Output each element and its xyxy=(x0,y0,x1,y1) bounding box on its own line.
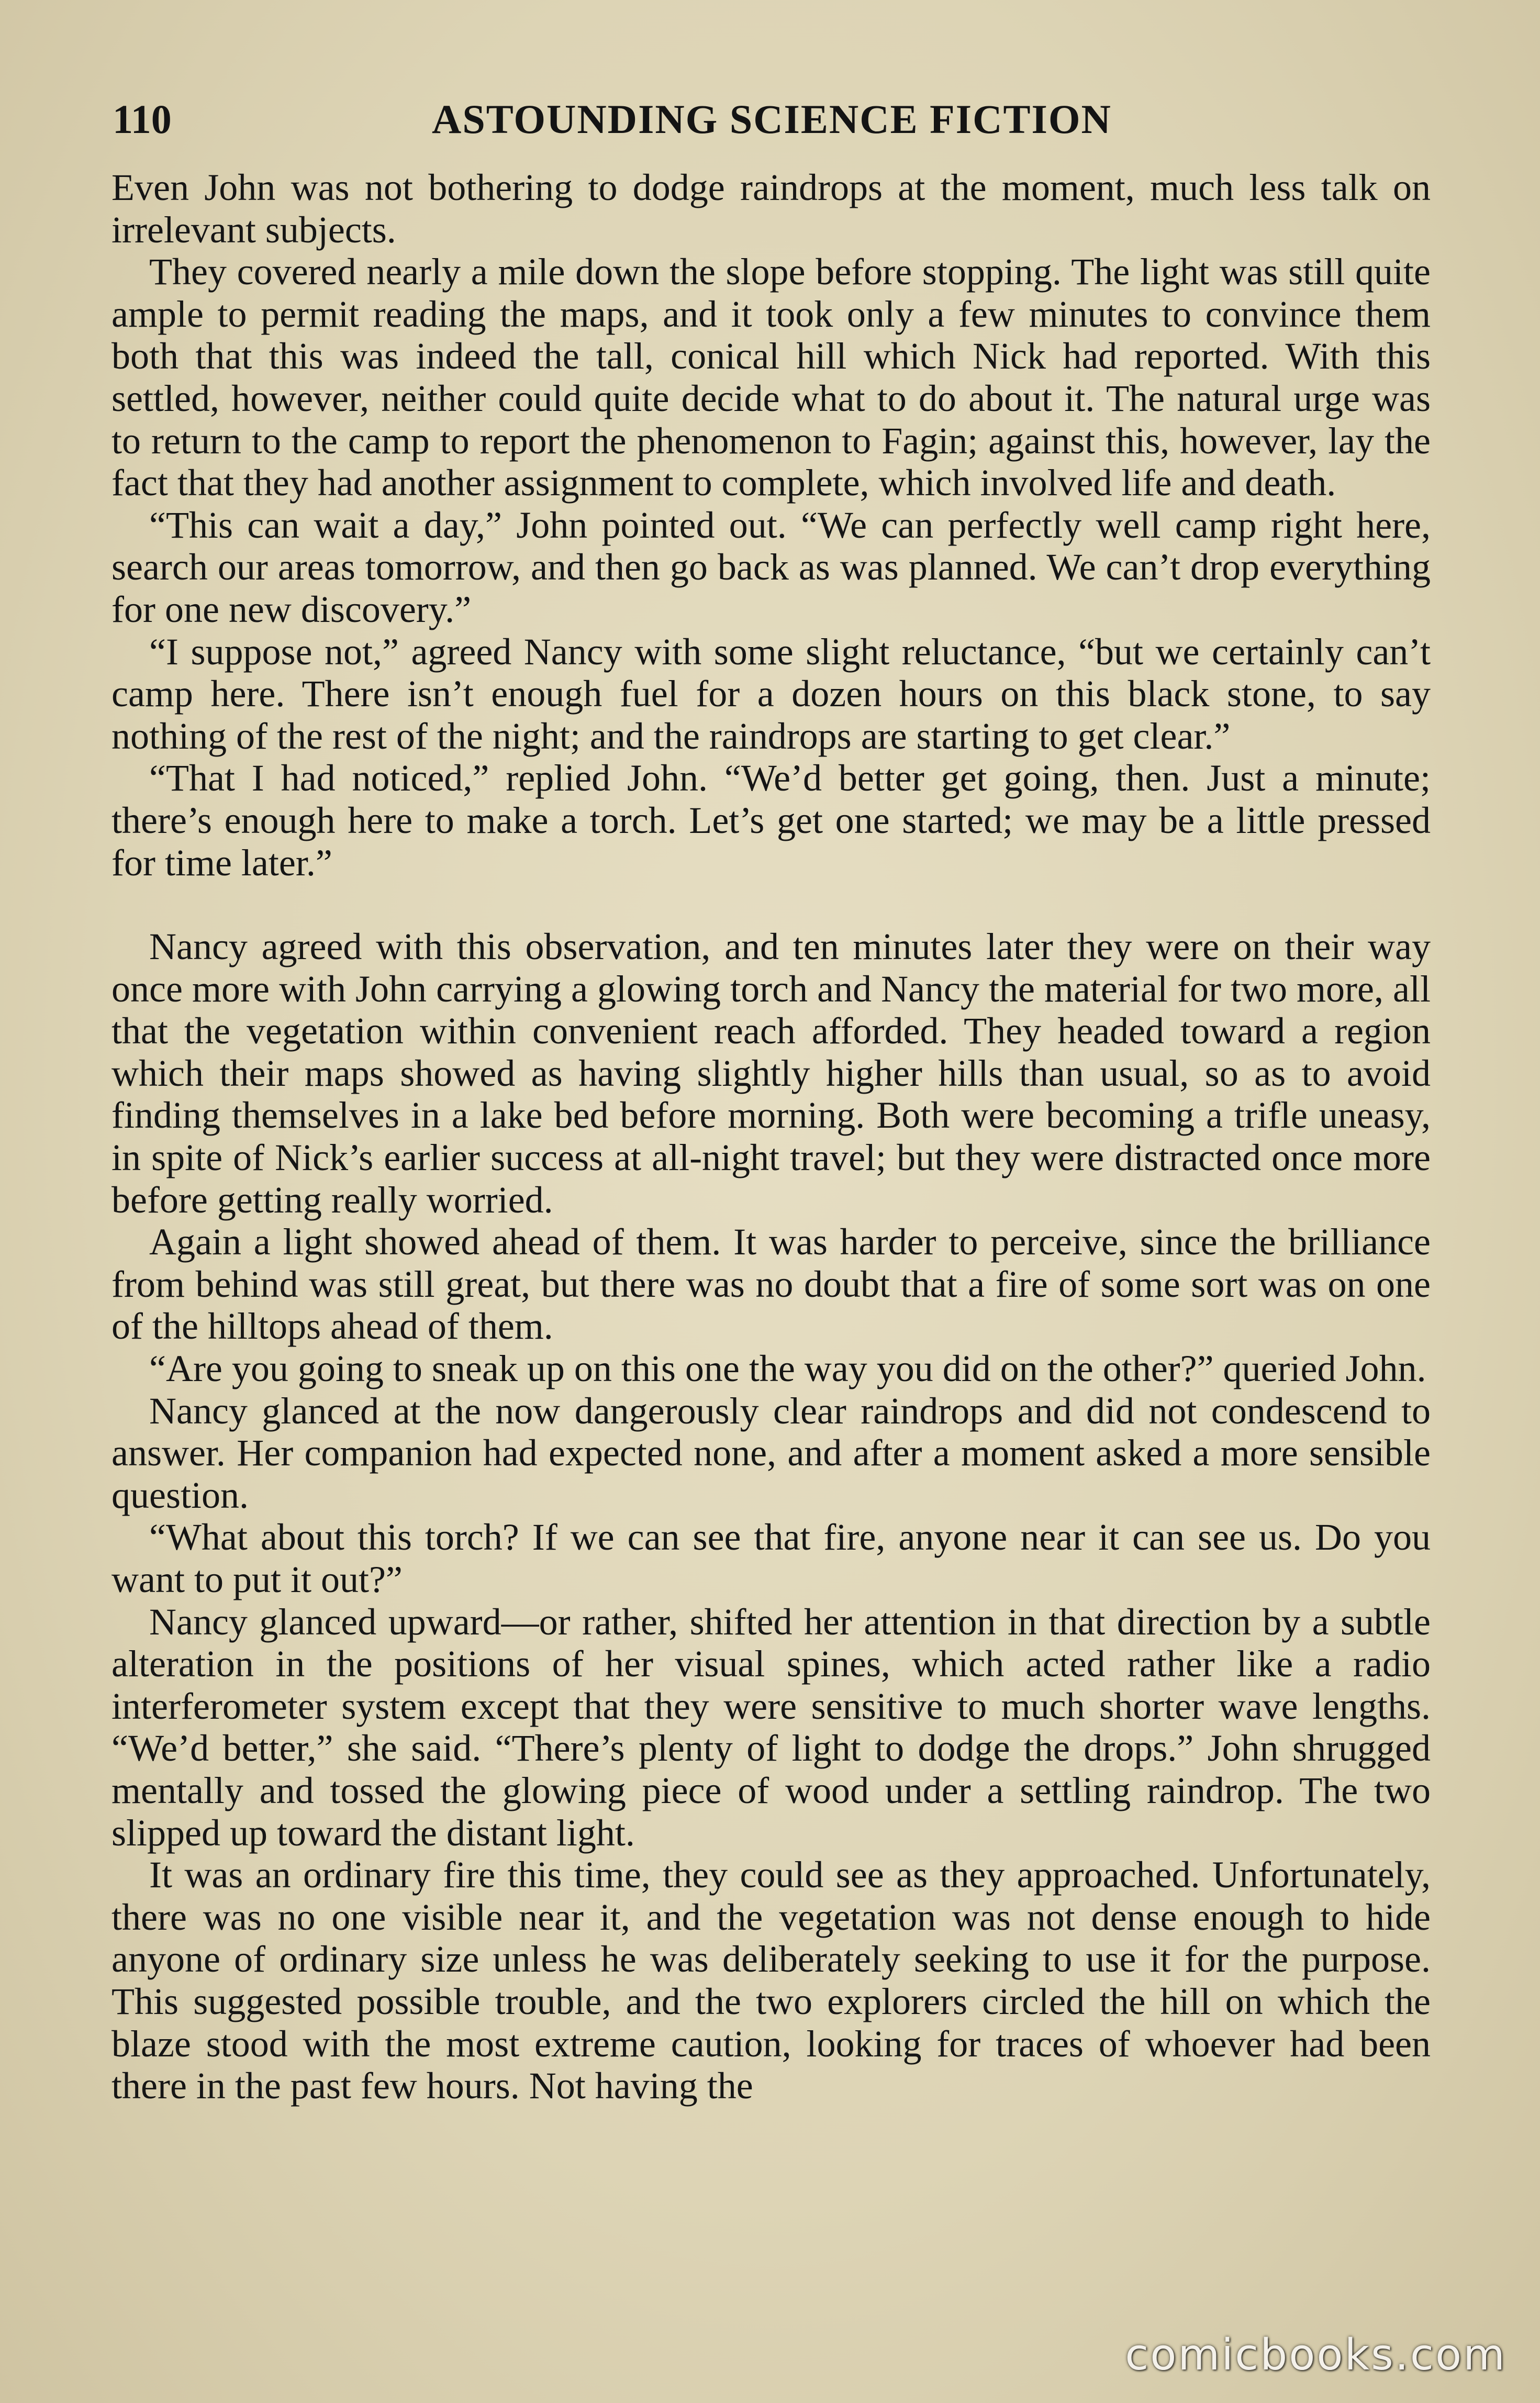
paragraph: “That I had noticed,” replied John. “We’d better get going, then. Just a minute; there’s enough here to make a torch. Let’s get one started; we may be a little pressed for time later.” xyxy=(111,757,1431,884)
story-text xyxy=(111,166,1431,2107)
paragraph: Again a light showed ahead of them. It was harder to perceive, since the brilliance from behind was still great, but there was no doubt that a fire of some sort was on one of the hilltops ahead of them. xyxy=(111,1221,1431,1348)
paragraph: “What about this torch? If we can see that fire, anyone near it can see us. Do you want to put it out?” xyxy=(111,1516,1431,1600)
site-watermark: comicbooks.com xyxy=(1125,2330,1506,2380)
paragraph: Even John was not bothering to dodge raindrops at the moment, much less talk on irrelevant subjects. xyxy=(111,166,1431,251)
paragraph: Nancy glanced upward—or rather, shifted her attention in that direction by a subtle alteration in the positions of her visual spines, which acted rather like a radio interferometer system except that they were sensitive to much shorter wave lengths. “We’d better,” she said. “There’s plenty of light to dodge the drops.” John shrugged mentally and tossed the glowing piece of wood under a settling raindrop. The two slipped up toward the distant light. xyxy=(111,1600,1431,1854)
paragraph: Nancy glanced at the now dangerously clear raindrops and did not condescend to answer. Her companion had expected none, and after a moment asked a more sensible question. xyxy=(111,1389,1431,1516)
page-number: 110 xyxy=(113,96,172,142)
paragraph: Nancy agreed with this observation, and ten minutes later they were on their way once more with John carrying a glowing torch and Nancy the material for two more, all that the vegetation within convenient reach afforded. They headed toward a region which their maps showed as having slightly higher hills than usual, so as to avoid finding themselves in a lake bed before morning. Both were becoming a trifle uneasy, in spite of Nick’s earlier success at all-night travel; but they were distracted once more before getting really worried. xyxy=(111,926,1431,1221)
paragraph: “I suppose not,” agreed Nancy with some slight reluctance, “but we certainly can’t camp here. There isn’t enough fuel for a dozen hours on this black stone, to say nothing of the rest of the night; and the raindrops are starting to get clear.” xyxy=(111,630,1431,757)
paragraph: It was an ordinary fire this time, they could see as they approached. Unfortunately, there was no one visible near it, and the vegetation was not dense enough to hide anyone of ordinary size unless he was deliberately seeking to use it for the purpose. This suggested possible trouble, and the two explorers circled the hill on which the blaze stood with the most extreme caution, looking for traces of whoever had been there in the past few hours. Not having the xyxy=(111,1854,1431,2107)
paragraph: “This can wait a day,” John pointed out. “We can perfectly well camp right here, search our areas tomorrow, and then go back as was planned. We can’t drop everything for one new discovery.” xyxy=(111,504,1431,630)
running-head: ASTOUNDING SCIENCE FICTION xyxy=(432,96,1112,142)
page-header xyxy=(113,88,1437,151)
paragraph: “Are you going to sneak up on this one the way you did on the other?” queried John. xyxy=(149,1348,1426,1390)
paragraph: They covered nearly a mile down the slope before stopping. The light was still quite ample to permit reading the maps, and it took only a few minutes to convince them both that this was indeed the tall, conical hill which Nick had reported. With this settled, however, neither could quite decide what to do about it. The natural urge was to return to the camp to report the phenomenon to Fagin; against this, however, lay the fact that they had another assignment to complete, which involved life and death. xyxy=(111,251,1431,504)
